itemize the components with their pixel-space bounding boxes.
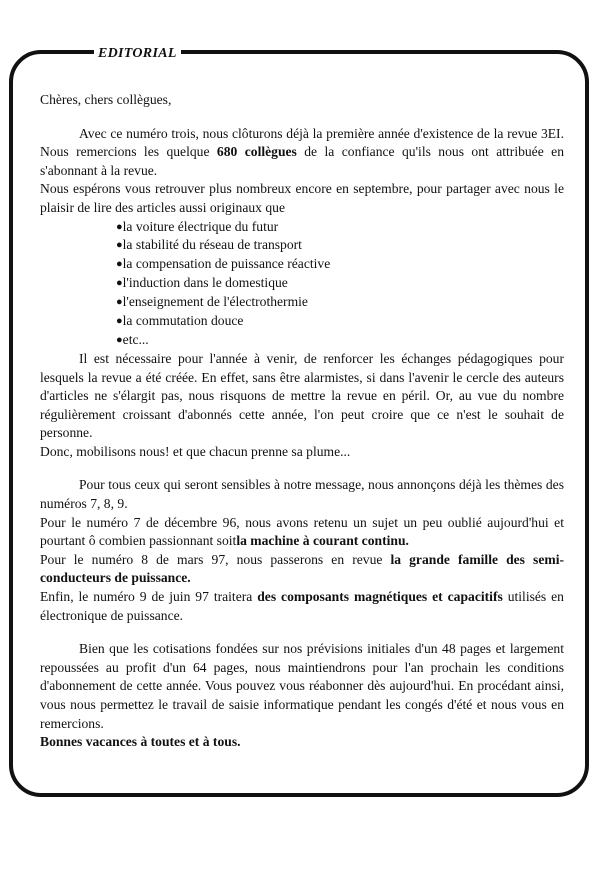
paragraph-hope: Nous espérons vous retrouver plus nombreux encore en septembre, pour partager avec nous le plaisir de lire des articles aussi originaux que bbox=[40, 181, 564, 215]
salutation: Chères, chers collègues, bbox=[40, 92, 172, 107]
list-item: ●la voiture électrique du futur bbox=[116, 218, 279, 234]
closing: Bonnes vacances à toutes et à tous. bbox=[40, 734, 241, 750]
bullet-icon: ● bbox=[116, 334, 123, 346]
list-item: ●la compensation de puissance réactive bbox=[116, 256, 331, 272]
issue-8-topic: la grande famille des semi-conducteurs de puissance. bbox=[40, 551, 565, 586]
paragraph-mobilize: Donc, mobilisons nous! et que chacun prenne sa plume... bbox=[40, 443, 351, 459]
paragraph-thanks: Avec ce numéro trois, nous clôturons déjà la première année d'existence de la revue 3EI. Nous remercions les quelque 680 collègues de la confiance qu'ils nous ont attribuée en s'abonnant à la revue. bbox=[40, 125, 565, 178]
bullet-icon: ● bbox=[116, 258, 123, 271]
list-item: ●l'induction dans le domestique bbox=[116, 275, 288, 291]
subscriber-count: 680 collègues bbox=[216, 144, 297, 160]
bullet-icon: ● bbox=[116, 296, 123, 309]
list-item: ●l'enseignement de l'électrothermie bbox=[116, 294, 308, 310]
editorial-body bbox=[40, 91, 564, 752]
list-item: ●etc... bbox=[116, 332, 149, 347]
paragraph-themes: Pour tous ceux qui seront sensibles à notre message, nous annonçons déjà les thèmes des numéros 7, 8, 9. bbox=[40, 477, 564, 512]
page-title: EDITORIAL bbox=[98, 46, 177, 61]
topic-list bbox=[40, 218, 564, 350]
bullet-icon: ● bbox=[116, 315, 123, 328]
list-item: ●la commutation douce bbox=[116, 313, 244, 329]
editorial-header bbox=[94, 44, 181, 60]
bullet-icon: ● bbox=[116, 239, 123, 252]
issue-7-topic: la machine à courant continu. bbox=[236, 533, 409, 549]
paragraph-call: Il est nécessaire pour l'année à venir, de renforcer les échanges pédagogiques pour lesquels la revue a été créée. En effet, sans être alarmistes, si dans l'avenir le cercle des auteurs d'articles ne s'élargit pas, nous risquons de mettre la revue en péril. Or, au vue du nombre régulièrement croissant d'abonnés cette année, l'on peut croire que ce n'est le souhait de personne. bbox=[40, 350, 564, 441]
paragraph-issue-7: Pour le numéro 7 de décembre 96, nous avons retenu un sujet un peu oublié aujourd'hui et pourtant ô combien passionnant soitla machine à courant continu. bbox=[40, 514, 564, 549]
issue-9-topic: des composants magnétiques et capacitifs bbox=[257, 589, 503, 605]
bullet-icon: ● bbox=[116, 277, 123, 290]
list-item: ●la stabilité du réseau de transport bbox=[116, 237, 302, 253]
paragraph-subscription: Bien que les cotisations fondées sur nos prévisions initiales d'un 48 pages et largement repoussées au profit d'un 64 pages, nous maintiendrons pour l'an prochain les conditions d'abonnement de cette année. Vous pouvez vous réabonner dès aujourd'hui. En procédant ainsi, vous nous permettez le travail de saisie informatique pendant les congés d'été et nous vous en remercions. bbox=[40, 641, 564, 731]
paragraph-issue-8: Pour le numéro 8 de mars 97, nous passerons en revue la grande famille des semi-conducteurs de puissance. bbox=[40, 551, 565, 586]
paragraph-issue-9: Enfin, le numéro 9 de juin 97 traitera des composants magnétiques et capacitifs utilisés en électronique de puissance. bbox=[40, 589, 564, 623]
bullet-icon: ● bbox=[116, 220, 123, 233]
